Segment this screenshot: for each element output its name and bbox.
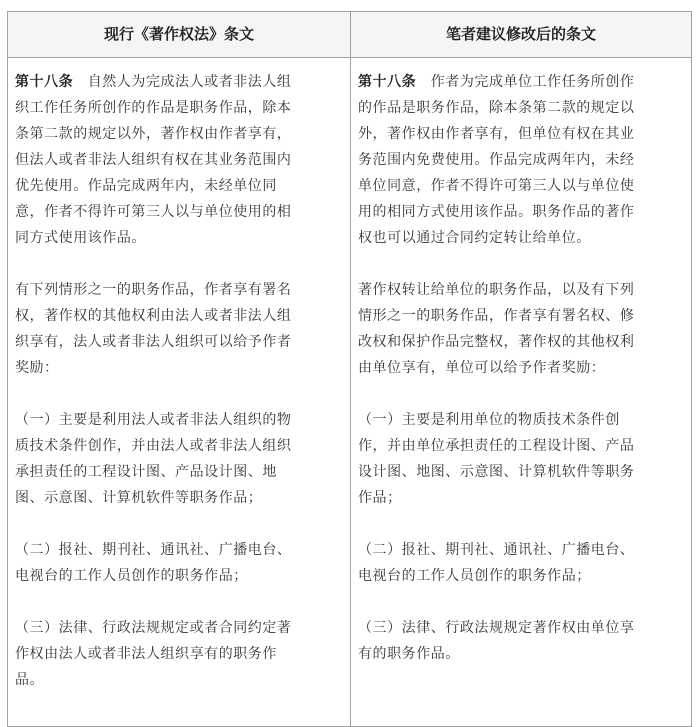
paragraph-line: 权也可以通过合同约定转让给单位。 xyxy=(358,230,591,246)
paragraph-line: （二）报社、期刊社、通讯社、广播电台、 xyxy=(15,542,292,558)
paragraph-line: 条第二款的规定以外，著作权由作者享有， xyxy=(15,126,292,142)
paragraph-line: 改权和保护作品完整权，著作权的其他权利 xyxy=(358,334,635,350)
article-label: 第十八条 xyxy=(15,74,74,90)
paragraph-line: 意，作者不得许可第三人以与单位使用的相 xyxy=(15,204,292,220)
paragraph-line: 奖励： xyxy=(15,360,59,376)
paragraph-line: 有的职务作品。 xyxy=(358,646,460,662)
current-paragraph xyxy=(15,69,350,251)
paragraph-line: （三）法律、行政法规规定著作权由单位享 xyxy=(358,620,635,636)
paragraph-line: 同方式使用该作品。 xyxy=(15,230,146,246)
current-law-cell xyxy=(8,58,350,719)
paragraph-line: 电视台的工作人员创作的职务作品； xyxy=(15,568,248,584)
paragraph-line: 图、示意图、计算机软件等职务作品； xyxy=(15,490,263,506)
comparison-table xyxy=(7,11,692,727)
header-current-law: 现行《著作权法》条文 xyxy=(103,25,254,43)
current-paragraph xyxy=(15,407,350,511)
proposed-paragraph xyxy=(358,69,691,251)
proposed-paragraph xyxy=(358,615,691,667)
paragraph-line: 外，著作权由作者享有，但单位有权在其业 xyxy=(358,126,635,142)
paragraph-line: 优先使用。作品完成两年内，未经单位同 xyxy=(15,178,277,194)
paragraph-line: 有下列情形之一的职务作品，作者享有署名 xyxy=(15,282,292,298)
paragraph-line xyxy=(358,69,691,95)
paragraph-line: （一）主要是利用单位的物质技术条件创 xyxy=(358,412,620,428)
paragraph-line: 织享有，法人或者非法人组织可以给予作者 xyxy=(15,334,292,350)
paragraph-line: 著作权转让给单位的职务作品，以及有下列 xyxy=(358,282,635,298)
paragraph-line: （一）主要是利用法人或者非法人组织的物 xyxy=(15,412,292,428)
paragraph-line: 设计图、地图、示意图、计算机软件等职务 xyxy=(358,464,635,480)
paragraph-line: 用的相同方式使用该作品。职务作品的著作 xyxy=(358,204,635,220)
paragraph-line: 织工作任务所创作的作品是职务作品，除本 xyxy=(15,100,292,116)
paragraph-line: 作品； xyxy=(358,490,402,506)
paragraph-line xyxy=(15,69,350,95)
paragraph-line: 单位同意，作者不得许可第三人以与单位使 xyxy=(358,178,635,194)
paragraph-line: 情形之一的职务作品，作者享有署名权、修 xyxy=(358,308,635,324)
proposed-paragraph xyxy=(358,407,691,511)
line-text: 自然人为完成法人或者非法人组 xyxy=(73,74,292,90)
article-label: 第十八条 xyxy=(358,74,417,90)
paragraph-line: 品。 xyxy=(15,672,45,688)
paragraph-line: 电视台的工作人员创作的职务作品； xyxy=(358,568,591,584)
paragraph-line: 作权由法人或者非法人组织享有的职务作 xyxy=(15,646,277,662)
line-text: 作者为完成单位工作任务所创作 xyxy=(416,74,635,90)
proposed-paragraph xyxy=(358,277,691,381)
paragraph-line: 的作品是职务作品，除本条第二款的规定以 xyxy=(358,100,635,116)
proposed-law-cell xyxy=(351,58,691,693)
paragraph-line: 作，并由单位承担责任的工程设计图、产品 xyxy=(358,438,635,454)
current-paragraph xyxy=(15,537,350,589)
paragraph-line: （三）法律、行政法规规定或者合同约定著 xyxy=(15,620,292,636)
paragraph-line: 权，著作权的其他权利由法人或者非法人组 xyxy=(15,308,292,324)
proposed-paragraph xyxy=(358,537,691,589)
header-proposed-law: 笔者建议修改后的条文 xyxy=(445,25,596,43)
paragraph-line: 但法人或者非法人组织有权在其业务范围内 xyxy=(15,152,292,168)
current-paragraph xyxy=(15,615,350,693)
paragraph-line: （二）报社、期刊社、通讯社、广播电台、 xyxy=(358,542,635,558)
paragraph-line: 由单位享有，单位可以给予作者奖励： xyxy=(358,360,606,376)
paragraph-line: 质技术条件创作，并由法人或者非法人组织 xyxy=(15,438,292,454)
paragraph-line: 承担责任的工程设计图、产品设计图、地 xyxy=(15,464,277,480)
current-paragraph xyxy=(15,277,350,381)
paragraph-line: 务范围内免费使用。作品完成两年内，未经 xyxy=(358,152,635,168)
